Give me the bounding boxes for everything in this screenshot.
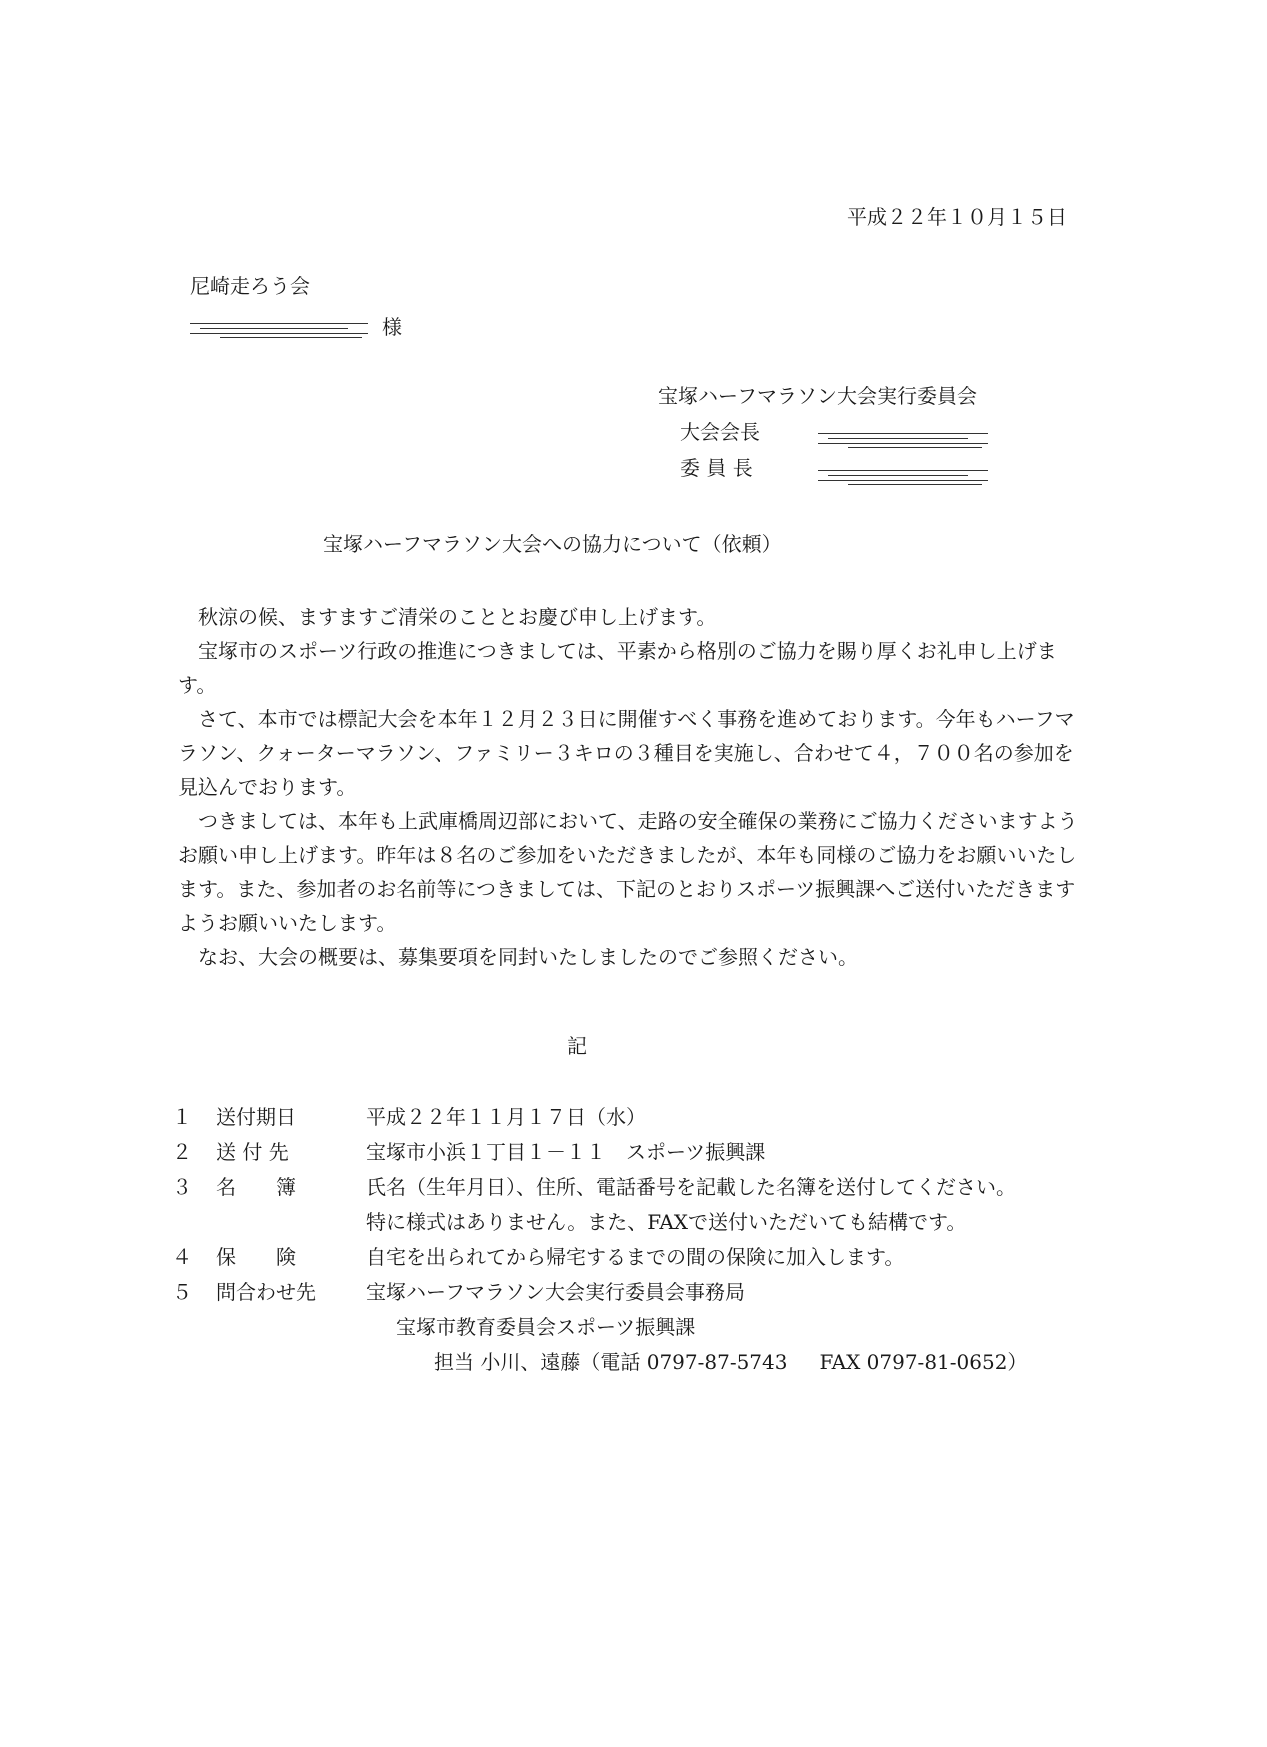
letter-subject: 宝塚ハーフマラソン大会への協力について（依頼） <box>323 532 782 556</box>
sender-role-president: 大会会長 <box>680 420 760 444</box>
contact-fax: FAX 0797-81-0652） <box>819 1350 1028 1374</box>
recipient-honorific: 様 <box>382 315 402 339</box>
list-item-continuation: 特に様式はありません。また、FAXで送付いただいても結構です。 <box>366 1210 967 1234</box>
list-item: ４ 保 険 自宅を出られてから帰宅するまでの間の保険に加入します。 <box>172 1245 905 1269</box>
list-item: ３ 名 簿 氏名（生年月日）、住所、電話番号を記載した名簿を送付してください。 <box>172 1175 1016 1199</box>
ki-heading: 記 <box>567 1034 587 1058</box>
redacted-recipient-name <box>190 319 368 339</box>
letter-date: 平成２２年１０月１５日 <box>847 205 1067 229</box>
recipient-organization: 尼崎走ろう会 <box>190 274 310 298</box>
body-paragraph-request: つきましては、本年も上武庫橋周辺部において、走路の安全確保の業務にご協力くださいますようお願い申し上げます。昨年は８名のご参加をいただきましたが、本年も同様のご協力をお願いいたします。また、参加者のお名前等につきましては、下記のとおりスポーツ振興課へご送付いただきますようお願いいたします。 <box>178 809 1078 935</box>
contact-person-line <box>172 1345 1072 1380</box>
sender-organization: 宝塚ハーフマラソン大会実行委員会 <box>658 384 977 408</box>
details-list <box>172 1100 1072 1380</box>
recipient-name-line <box>190 314 402 340</box>
body-paragraph-greeting: 秋涼の候、ますますご清栄のこととお慶び申し上げます。 <box>198 605 717 629</box>
list-item: ２ 送 付 先 宝塚市小浜１丁目１－１１ スポーツ振興課 <box>172 1140 766 1164</box>
body-paragraph-event: さて、本市では標記大会を本年１２月２３日に開催すべく事務を進めております。今年もハーフマラソン、クォーターマラソン、ファミリー３キロの３種目を実施し、合わせて４，７００名の参加を見込んでおります。 <box>178 707 1075 799</box>
list-item: １ 送付期日 平成２２年１１月１７日（水） <box>172 1105 646 1129</box>
redacted-president-name <box>818 424 1002 450</box>
list-item: ５ 問合わせ先 宝塚ハーフマラソン大会実行委員会事務局 <box>172 1280 745 1304</box>
letter-body <box>178 600 1078 974</box>
contact-department: 宝塚市教育委員会スポーツ振興課 <box>396 1315 696 1339</box>
contact-person-phone: 担当 小川、遠藤（電話 0797-87-5743 <box>434 1350 788 1374</box>
sender-role-chairman: 委 員 長 <box>680 456 753 480</box>
redacted-chairman-name <box>818 461 1002 487</box>
body-paragraph-thanks: 宝塚市のスポーツ行政の推進につきましては、平素から格別のご協力を賜り厚くお礼申し上げます。 <box>178 639 1057 697</box>
body-paragraph-note: なお、大会の概要は、募集要項を同封いたしましたのでご参照ください。 <box>198 945 858 969</box>
